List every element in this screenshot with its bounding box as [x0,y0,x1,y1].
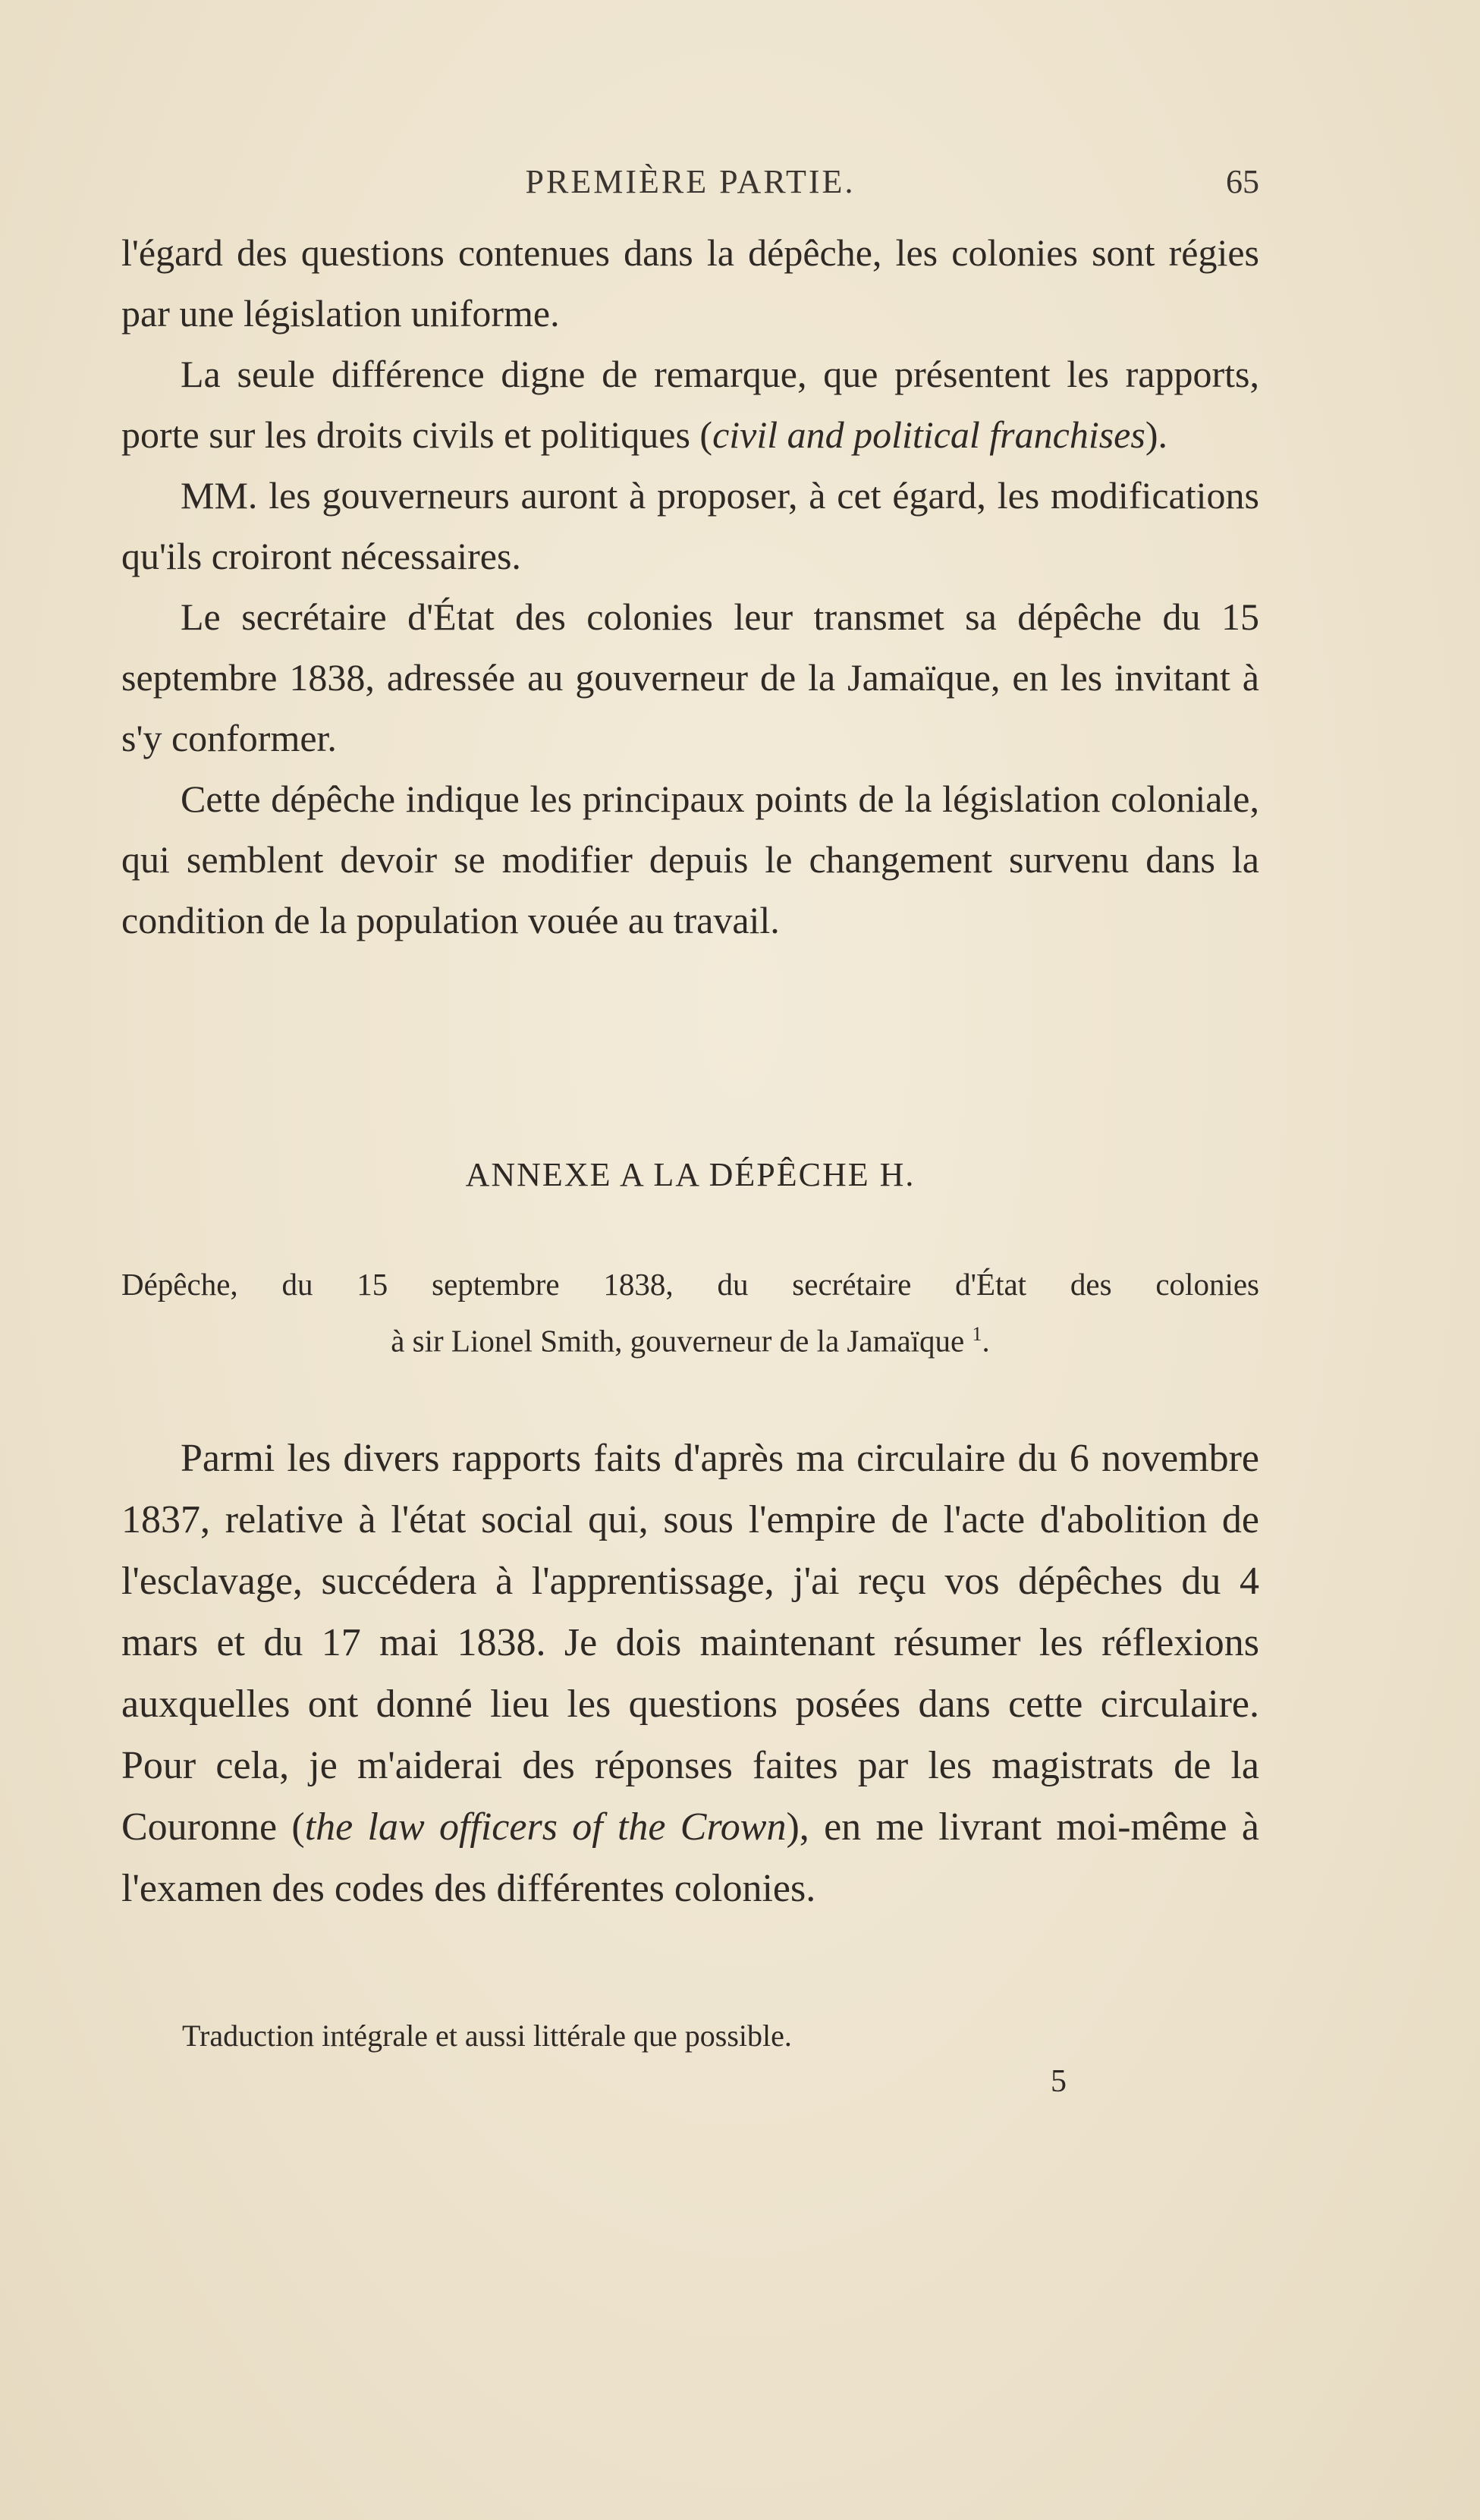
english-term: the law officers of the Crown [304,1805,787,1849]
footnote: Traduction intégrale et aussi littérale que possible. [182,2019,792,2053]
subtitle-text: à sir Lionel Smith, gouverneur de la Jamaïque [391,1323,965,1359]
dispatch-body [121,1428,1259,1919]
subtitle-end: . [982,1323,990,1359]
paragraph [121,1428,1259,1919]
page-header [121,162,1259,208]
annexe-subtitle [121,1259,1259,1366]
paragraph-text: La seule différence digne de remarque, que présentent les rapports, porte sur les droits civils et politiques ( [121,353,1259,456]
page-number: 65 [1226,163,1259,200]
english-term: civil and political franchises [712,413,1145,456]
paragraph [121,344,1259,465]
section-intro [121,222,1259,950]
subtitle-line [121,1309,1259,1366]
annexe-title: ANNEXE A LA DÉPÊCHE H. [465,1156,916,1193]
subtitle-line: Dépêche, du 15 septembre 1838, du secrétaire d'État des colonies [121,1267,1259,1302]
paragraph-text: ). [1145,413,1167,456]
paragraph: Cette dépêche indique les principaux points de la législation coloniale, qui semblent devoir se modifier depuis le changement survenu dans la condition de la population vouée au travail. [121,778,1259,941]
paragraph: l'égard des questions contenues dans la dépêche, les colonies sont régies par une législation uniforme. [121,231,1259,335]
running-title: PREMIÈRE PARTIE. [525,163,856,200]
paragraph: MM. les gouverneurs auront à proposer, à cet égard, les modifications qu'ils croiront nécessaires. [121,474,1259,577]
footnote-marker: 1 [972,1323,982,1345]
paragraph-text: Parmi les divers rapports faits d'après ma circulaire du 6 novembre 1837, relative à l'état social qui, sous l'empire de l'acte d'abolition de l'esclavage, succédera à l'apprentissage, j'ai reçu vos dépêches du 4 mars et du 17 mai 1838. Je dois maintenant résumer les réflexions auxquelles ont donné lieu les questions posées dans cette circulaire. Pour cela, je m'aiderai des réponses faites par les magistrats de la Couronne ( [121,1437,1259,1849]
paragraph-text: ), en me livrant moi-même à l'examen des codes des différentes colonies. [121,1805,1259,1910]
paragraph: Le secrétaire d'État des colonies leur transmet sa dépêche du 15 septembre 1838, adressée au gouverneur de la Jamaïque, en les invitant à s'y conformer. [121,595,1259,759]
signature-mark: 5 [1051,2064,1067,2099]
